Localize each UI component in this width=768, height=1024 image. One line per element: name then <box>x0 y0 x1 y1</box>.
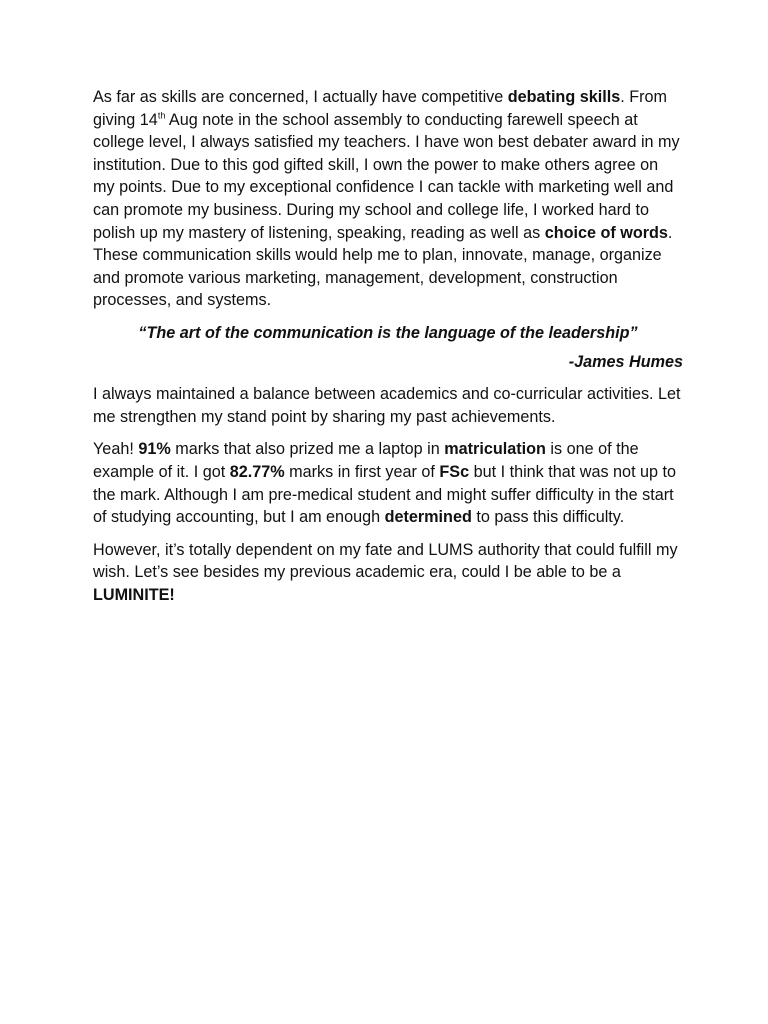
bold-choice-of-words: choice of words <box>544 223 668 242</box>
text-span: is one of the example of it. I got <box>93 440 639 481</box>
paragraph-skills <box>93 86 683 312</box>
text-span: marks that also prized me a laptop in <box>170 440 445 459</box>
quote-author: -James Humes <box>568 352 683 371</box>
bold-determined: determined <box>384 508 472 527</box>
text-span: marks in first year of <box>284 462 440 481</box>
paragraph-achievements <box>93 438 683 528</box>
text-span: Yeah! <box>93 440 139 459</box>
bold-82-77-percent: 82.77% <box>229 462 285 481</box>
text-span: However, it’s totally dependent on my fate and LUMS authority that could fulfill my wish. Let’s see besides my previous academic era, could I be able to be a <box>93 540 678 582</box>
paragraph-closing <box>93 539 683 607</box>
quote-text: “The art of the communication is the language of the leadership” <box>138 323 638 342</box>
superscript-th: th <box>157 110 166 121</box>
document-body <box>93 86 683 616</box>
bold-debating-skills: debating skills <box>507 88 621 106</box>
text-span: but I think that was not up to the mark. Although I am pre-medical student and might suffer difficulty in the start of studying accounting, but I am enough <box>93 462 677 527</box>
text-span: Aug note in the school assembly to conducting farewell speech at college level, I always satisfied my teachers. I have won best debater award in my institution. Due to this god gifted skill, I own the power to make others agree on my points. Due to my exceptional confidence I can tackle with marketing well and can promote my business. During my school and college life, I worked hard to polish up my mastery of listening, speaking, reading as well as <box>93 110 680 242</box>
text-span: to pass this difficulty. <box>471 508 625 527</box>
paragraph-balance: I always maintained a balance between academics and co-curricular activities. Let me strengthen my stand point by sharing my past achievements. <box>93 385 681 426</box>
text-span: . From giving 14 <box>93 88 667 129</box>
text-span: . These communication skills would help me to plan, innovate, manage, organize and promote various marketing, management, development, construction processes, and systems. <box>93 223 673 310</box>
text-span: As far as skills are concerned, I actually have competitive <box>93 88 508 106</box>
bold-luminite: LUMINITE! <box>93 585 175 604</box>
bold-matriculation: matriculation <box>444 440 546 459</box>
bold-91-percent: 91% <box>138 440 171 459</box>
bold-fsc: FSc <box>439 462 470 481</box>
